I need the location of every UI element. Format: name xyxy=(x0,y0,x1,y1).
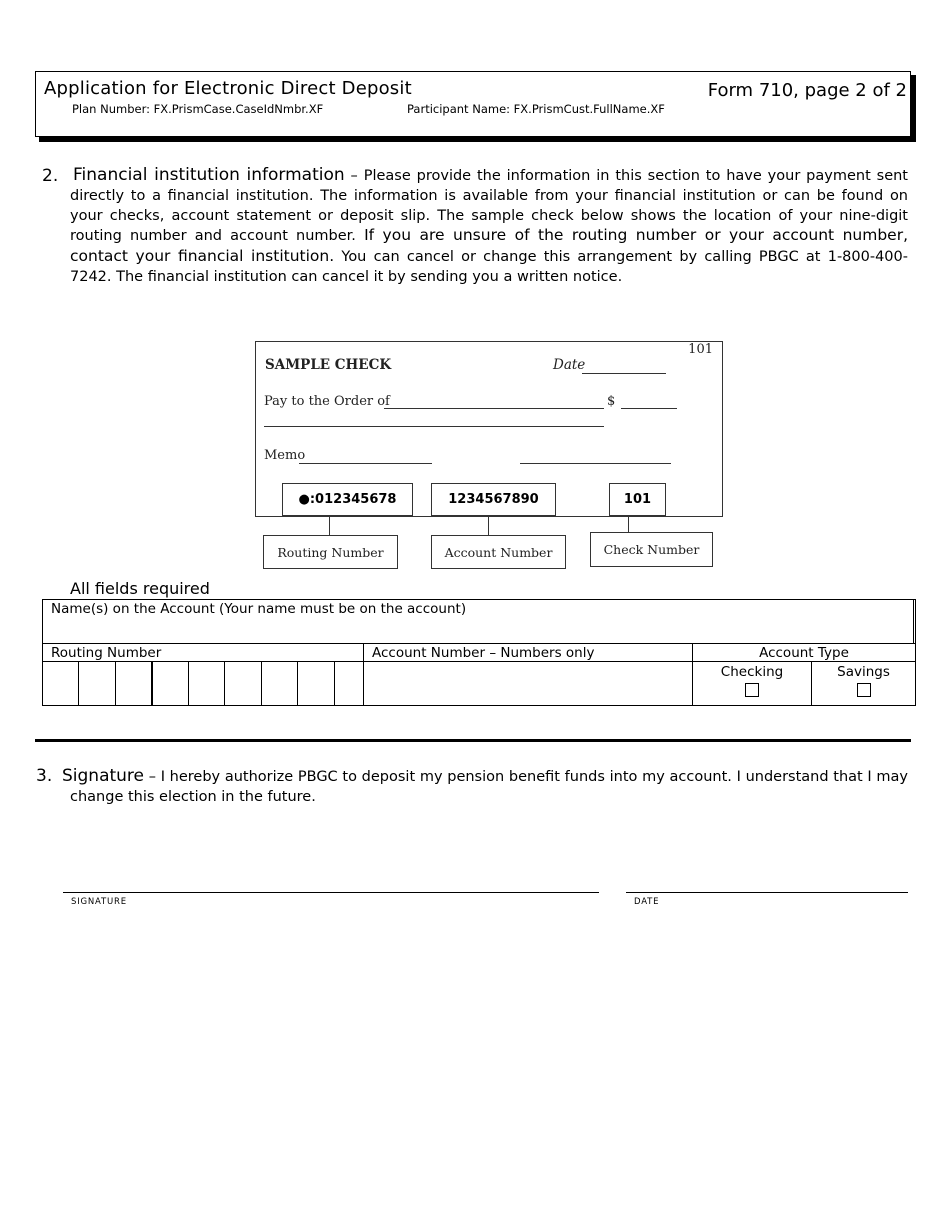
check-amount-words-line xyxy=(264,426,604,427)
plan-number: Plan Number: FX.PrismCase.CaseIdNmbr.XF xyxy=(72,102,324,116)
section-3-body: I hereby authorize PBGC to deposit my pension benefit funds into my account. I understand that I may change this election in the future. xyxy=(70,769,909,805)
check-account-number: 1234567890 xyxy=(431,483,556,516)
signature-label: SIGNATURE xyxy=(71,897,127,907)
savings-checkbox[interactable] xyxy=(857,683,871,697)
check-amount-line xyxy=(621,408,677,409)
account-type-label: Account Type xyxy=(759,645,849,661)
form-title: Application for Electronic Direct Deposit xyxy=(44,78,412,99)
routing-digit-divider xyxy=(188,662,189,706)
section-2-dash: – xyxy=(344,168,364,184)
savings-option[interactable] xyxy=(811,661,916,706)
checking-label: Checking xyxy=(720,664,784,680)
routing-number-header xyxy=(42,643,364,662)
check-dollar-sign: $ xyxy=(607,394,616,409)
form-header xyxy=(35,71,911,137)
account-number-header xyxy=(363,643,693,662)
routing-digit-divider xyxy=(261,662,262,706)
section-3-text xyxy=(62,766,909,808)
check-number-top: 101 xyxy=(688,342,713,357)
routing-digit-divider xyxy=(152,662,153,706)
savings-label: Savings xyxy=(837,664,890,680)
routing-digit-divider xyxy=(78,662,79,706)
section-3-heading: Signature xyxy=(62,766,145,786)
routing-digit-divider xyxy=(224,662,225,706)
checking-checkbox[interactable] xyxy=(745,683,759,697)
checking-option[interactable] xyxy=(692,661,812,706)
routing-digit-divider xyxy=(334,662,335,706)
form-page-ref: Form 710, page 2 of 2 xyxy=(707,80,907,101)
check-payee-line xyxy=(384,408,604,409)
account-pointer-line xyxy=(488,516,489,535)
routing-digit-divider xyxy=(297,662,298,706)
routing-number-label: Routing Number xyxy=(51,645,162,661)
section-2-text xyxy=(70,166,908,288)
routing-pointer-line xyxy=(329,516,330,535)
required-note: All fields required xyxy=(70,579,210,598)
date-label: DATE xyxy=(634,897,660,907)
section-2-number: 2. xyxy=(42,166,59,186)
section-2-heading: Financial institution information xyxy=(73,165,345,185)
check-date-label: Date xyxy=(553,357,586,373)
account-name-field[interactable] xyxy=(42,599,916,644)
section-3-number: 3. xyxy=(36,766,53,786)
header-shadow-right xyxy=(911,75,916,141)
header-shadow-bottom xyxy=(39,137,916,142)
section-2-body-c: You can cancel or change this arrangement by calling PBGC at 1-800-400-7242. The financial institution can cancel it by sending you a written notice. xyxy=(70,249,908,285)
account-type-header xyxy=(692,643,916,662)
participant-name: Participant Name: FX.PrismCust.FullName.XF xyxy=(407,102,665,116)
sample-check-title: SAMPLE CHECK xyxy=(265,357,392,373)
check-pointer-line xyxy=(628,516,629,533)
check-check-number: 101 xyxy=(609,483,666,516)
routing-number-callout: Routing Number xyxy=(263,535,398,569)
check-date-line xyxy=(582,373,666,374)
account-number-input[interactable] xyxy=(363,661,693,706)
routing-number-digits[interactable] xyxy=(42,661,364,706)
section-divider xyxy=(35,739,911,742)
check-number-callout: Check Number xyxy=(590,532,713,567)
name-field-inner-border xyxy=(913,600,914,643)
section-2-body-b: If you are unsure of the routing number or your account number, contact your financial institution. xyxy=(70,226,908,266)
section-3-dash: – xyxy=(144,769,161,785)
account-name-label: Name(s) on the Account (Your name must be on the account) xyxy=(51,601,467,617)
date-line[interactable] xyxy=(626,892,908,893)
account-number-callout: Account Number xyxy=(431,535,566,569)
account-number-label: Account Number – Numbers only xyxy=(372,645,595,661)
check-pay-label: Pay to the Order of xyxy=(264,394,390,409)
signature-line[interactable] xyxy=(63,892,599,893)
check-signature-line xyxy=(520,463,671,464)
section-2-body-a: Please provide the information in this section to have your payment sent directly to a financial institution. The information is available from your financial institution or can be found on your checks, account statement or deposit slip. The sample check below shows the location of your nine-digit routing number and account number. xyxy=(70,168,908,245)
check-memo-line xyxy=(299,463,432,464)
routing-digit-divider xyxy=(115,662,116,706)
check-routing-number: ●:012345678 xyxy=(282,483,413,516)
check-memo-label: Memo xyxy=(264,448,306,463)
